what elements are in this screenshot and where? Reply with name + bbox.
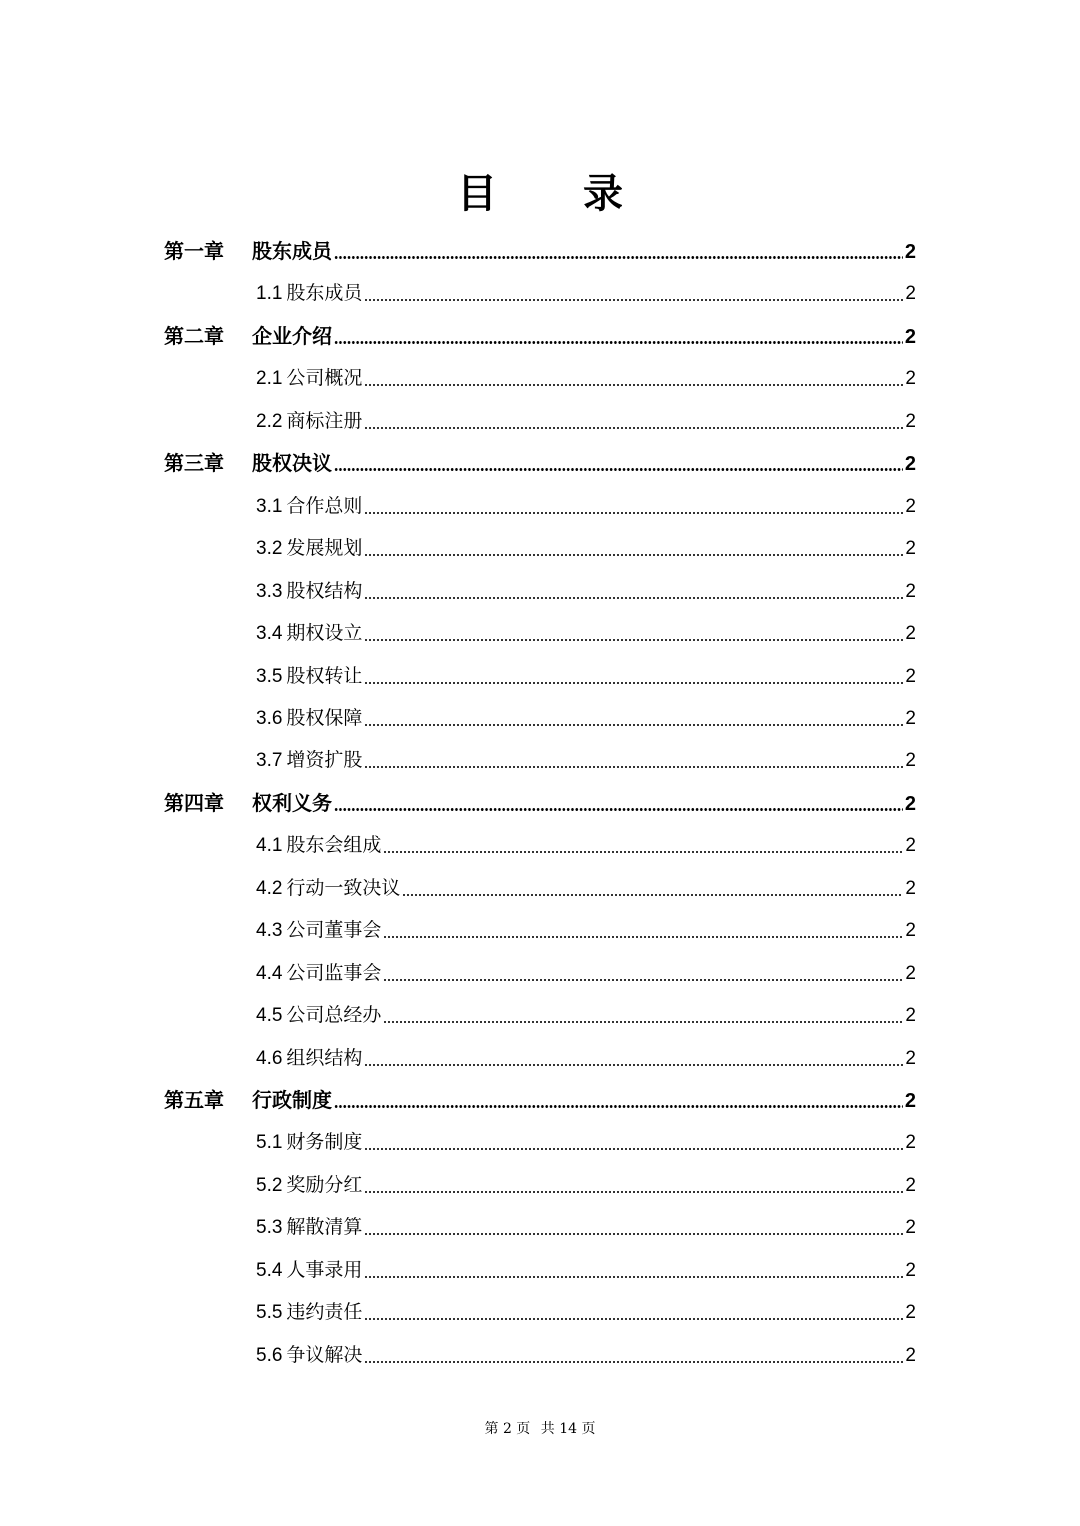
toc-page-number: 2 bbox=[905, 580, 916, 602]
page-footer bbox=[0, 1418, 1080, 1438]
dot-leader bbox=[334, 256, 903, 259]
toc-entry-line bbox=[164, 786, 916, 820]
dot-leader bbox=[364, 427, 903, 429]
toc-page-number: 2 bbox=[905, 1344, 916, 1366]
toc-section-entry[interactable] bbox=[0, 276, 1080, 310]
toc-entry-line bbox=[256, 489, 916, 523]
dot-leader bbox=[402, 894, 903, 896]
toc-page-number: 2 bbox=[905, 920, 916, 942]
dot-leader bbox=[364, 1361, 903, 1363]
toc-section-entry[interactable] bbox=[0, 361, 1080, 395]
toc-entry-line bbox=[256, 659, 916, 693]
toc-section-entry[interactable] bbox=[0, 616, 1080, 650]
dot-leader bbox=[364, 639, 903, 641]
toc-entry-line bbox=[256, 1338, 916, 1372]
toc-page-number: 2 bbox=[905, 707, 916, 729]
section-number: 4.3 bbox=[256, 920, 283, 942]
toc-entry-line bbox=[256, 361, 916, 395]
toc-page-number: 2 bbox=[905, 1174, 916, 1196]
toc-entry-label: 股权保障 bbox=[286, 706, 363, 729]
toc-entry-line bbox=[256, 828, 916, 862]
toc-page-number: 2 bbox=[905, 1217, 916, 1239]
section-number: 4.1 bbox=[256, 835, 283, 857]
section-number: 3.2 bbox=[256, 538, 283, 560]
toc-entry-label: 违约责任 bbox=[286, 1301, 363, 1324]
toc-entry-label: 股东成员 bbox=[252, 239, 332, 263]
toc-section-entry[interactable] bbox=[0, 1041, 1080, 1075]
toc-entry-line bbox=[256, 1041, 916, 1075]
chapter-number: 第四章 bbox=[164, 790, 224, 815]
toc-entry-line bbox=[256, 276, 916, 310]
section-number: 5.1 bbox=[256, 1132, 283, 1154]
dot-leader bbox=[364, 1276, 903, 1278]
chapter-number: 第三章 bbox=[164, 451, 224, 476]
dot-leader bbox=[364, 682, 903, 684]
toc-entry-label: 股权转让 bbox=[286, 664, 363, 687]
section-number: 5.3 bbox=[256, 1217, 283, 1239]
toc-section-entry[interactable] bbox=[0, 828, 1080, 862]
toc-page-number: 2 bbox=[905, 283, 916, 305]
dot-leader bbox=[383, 1021, 903, 1023]
toc-page-number: 2 bbox=[905, 1047, 916, 1069]
dot-leader bbox=[383, 979, 903, 981]
section-number: 4.6 bbox=[256, 1047, 283, 1069]
section-number: 3.4 bbox=[256, 623, 283, 645]
toc-page-number: 2 bbox=[904, 792, 916, 815]
chapter-number: 第一章 bbox=[164, 239, 224, 263]
toc-section-entry[interactable] bbox=[0, 998, 1080, 1032]
toc-entry-label: 合作总则 bbox=[286, 494, 363, 517]
toc-entry-line bbox=[256, 1210, 916, 1244]
section-number: 3.1 bbox=[256, 495, 283, 517]
chapter-number: 第二章 bbox=[164, 323, 224, 348]
toc-entry-label: 企业介绍 bbox=[252, 323, 332, 348]
toc-page-number: 2 bbox=[905, 495, 916, 517]
toc-page-number: 2 bbox=[905, 1259, 916, 1281]
toc-page-number: 2 bbox=[905, 750, 916, 772]
dot-leader bbox=[334, 341, 903, 344]
toc-section-entry[interactable] bbox=[0, 1168, 1080, 1202]
dot-leader bbox=[364, 384, 903, 386]
toc-section-entry[interactable] bbox=[0, 1125, 1080, 1159]
dot-leader bbox=[364, 512, 903, 514]
toc-page-number: 2 bbox=[905, 962, 916, 984]
toc-page-number: 2 bbox=[905, 1132, 916, 1154]
toc-entry-line bbox=[164, 446, 916, 480]
toc-page-number: 2 bbox=[904, 325, 916, 348]
toc-page-number: 2 bbox=[905, 410, 916, 432]
toc-entry-line bbox=[256, 574, 916, 608]
toc-chapter-entry[interactable] bbox=[0, 234, 1080, 268]
section-number: 5.5 bbox=[256, 1302, 283, 1324]
section-number: 2.2 bbox=[256, 410, 283, 432]
toc-entry-label: 奖励分红 bbox=[286, 1173, 363, 1196]
toc-entry-line bbox=[256, 871, 916, 905]
toc-section-entry[interactable] bbox=[0, 659, 1080, 693]
toc-page-number: 2 bbox=[905, 623, 916, 645]
dot-leader bbox=[364, 299, 903, 301]
toc-section-entry[interactable] bbox=[0, 1338, 1080, 1372]
toc-chapter-entry[interactable] bbox=[0, 1083, 1080, 1117]
toc-entry-label: 公司总经办 bbox=[286, 1004, 382, 1027]
page-title: 目 录 bbox=[457, 170, 659, 217]
toc-entry-label: 组织结构 bbox=[286, 1046, 363, 1069]
section-number: 5.6 bbox=[256, 1344, 283, 1366]
toc-entry-label: 解散清算 bbox=[286, 1216, 363, 1239]
toc-chapter-entry[interactable] bbox=[0, 786, 1080, 820]
section-number: 2.1 bbox=[256, 368, 283, 390]
toc-entry-label: 权利义务 bbox=[252, 790, 332, 815]
section-number: 3.3 bbox=[256, 580, 283, 602]
dot-leader bbox=[364, 597, 903, 599]
toc-section-entry[interactable] bbox=[0, 574, 1080, 608]
toc-entry-label: 财务制度 bbox=[286, 1131, 363, 1154]
toc-page-number: 2 bbox=[904, 241, 916, 263]
section-number: 1.1 bbox=[256, 283, 283, 305]
toc-section-entry[interactable] bbox=[0, 913, 1080, 947]
toc-section-entry[interactable] bbox=[0, 404, 1080, 438]
dot-leader bbox=[334, 468, 903, 471]
toc-entry-label: 行动一致决议 bbox=[286, 876, 401, 899]
toc-chapter-entry[interactable] bbox=[0, 319, 1080, 353]
toc-page-number: 2 bbox=[904, 453, 916, 476]
toc-section-entry[interactable] bbox=[0, 531, 1080, 565]
dot-leader bbox=[364, 554, 903, 556]
dot-leader bbox=[364, 1191, 903, 1193]
toc-entry-label: 股权结构 bbox=[286, 579, 363, 602]
toc-page-number: 2 bbox=[905, 835, 916, 857]
dot-leader bbox=[383, 936, 903, 938]
chapter-number: 第五章 bbox=[164, 1088, 224, 1112]
toc-page-number: 2 bbox=[905, 1005, 916, 1027]
toc-entry-label: 期权设立 bbox=[286, 622, 363, 645]
toc-entry-line bbox=[256, 998, 916, 1032]
section-number: 4.2 bbox=[256, 877, 283, 899]
toc-entry-label: 争议解决 bbox=[286, 1343, 363, 1366]
toc-entry-line bbox=[164, 319, 916, 353]
section-number: 3.5 bbox=[256, 665, 283, 687]
toc-entry-line bbox=[164, 1083, 916, 1117]
dot-leader bbox=[383, 851, 903, 853]
toc-entry-label: 公司概况 bbox=[286, 367, 363, 390]
toc-entry-label: 增资扩股 bbox=[286, 749, 363, 772]
dot-leader bbox=[364, 1148, 903, 1150]
toc-page-number: 2 bbox=[905, 1302, 916, 1324]
dot-leader bbox=[334, 1105, 903, 1108]
toc-entry-label: 公司董事会 bbox=[286, 919, 382, 942]
toc-page-number: 2 bbox=[905, 538, 916, 560]
toc-page-number: 2 bbox=[905, 665, 916, 687]
section-number: 5.4 bbox=[256, 1259, 283, 1281]
toc-entry-line bbox=[256, 404, 916, 438]
toc-section-entry[interactable] bbox=[0, 489, 1080, 523]
section-number: 5.2 bbox=[256, 1174, 283, 1196]
toc-entry-line bbox=[256, 1253, 916, 1287]
toc-entry-line bbox=[164, 234, 916, 268]
toc-page-number: 2 bbox=[904, 1090, 916, 1112]
page-total: 共 14 页 bbox=[540, 1421, 596, 1437]
dot-leader bbox=[364, 1064, 903, 1066]
toc-entry-line bbox=[256, 616, 916, 650]
toc-section-entry[interactable] bbox=[0, 956, 1080, 990]
toc-section-entry[interactable] bbox=[0, 701, 1080, 735]
section-number: 3.6 bbox=[256, 707, 283, 729]
section-number: 4.5 bbox=[256, 1005, 283, 1027]
toc-entry-line bbox=[256, 1168, 916, 1202]
toc-entry-label: 公司监事会 bbox=[286, 961, 382, 984]
page-number: 第 2 页 bbox=[484, 1421, 531, 1437]
toc-page-number: 2 bbox=[905, 368, 916, 390]
toc-entry-label: 商标注册 bbox=[286, 409, 363, 432]
section-number: 4.4 bbox=[256, 962, 283, 984]
toc-entry-line bbox=[256, 913, 916, 947]
toc-page-number: 2 bbox=[905, 877, 916, 899]
toc-entry-line bbox=[256, 743, 916, 777]
dot-leader bbox=[364, 1233, 903, 1235]
toc-chapter-entry[interactable] bbox=[0, 446, 1080, 480]
dot-leader bbox=[334, 808, 903, 811]
toc-entry-line bbox=[256, 531, 916, 565]
toc-entry-label: 股权决议 bbox=[252, 451, 332, 476]
toc-section-entry[interactable] bbox=[0, 871, 1080, 905]
toc-entry-label: 股东成员 bbox=[286, 282, 363, 305]
toc-entry-label: 发展规划 bbox=[286, 537, 363, 560]
toc-entry-label: 人事录用 bbox=[286, 1258, 363, 1281]
toc-entry-line bbox=[256, 956, 916, 990]
toc-section-entry[interactable] bbox=[0, 1295, 1080, 1329]
toc-section-entry[interactable] bbox=[0, 1210, 1080, 1244]
toc-section-entry[interactable] bbox=[0, 743, 1080, 777]
dot-leader bbox=[364, 766, 903, 768]
toc-entry-line bbox=[256, 701, 916, 735]
section-number: 3.7 bbox=[256, 750, 283, 772]
toc-entry-label: 股东会组成 bbox=[286, 834, 382, 857]
dot-leader bbox=[364, 724, 903, 726]
toc-entry-line bbox=[256, 1295, 916, 1329]
toc-section-entry[interactable] bbox=[0, 1253, 1080, 1287]
dot-leader bbox=[364, 1318, 903, 1320]
toc-entry-label: 行政制度 bbox=[252, 1088, 332, 1112]
toc-entry-line bbox=[256, 1125, 916, 1159]
